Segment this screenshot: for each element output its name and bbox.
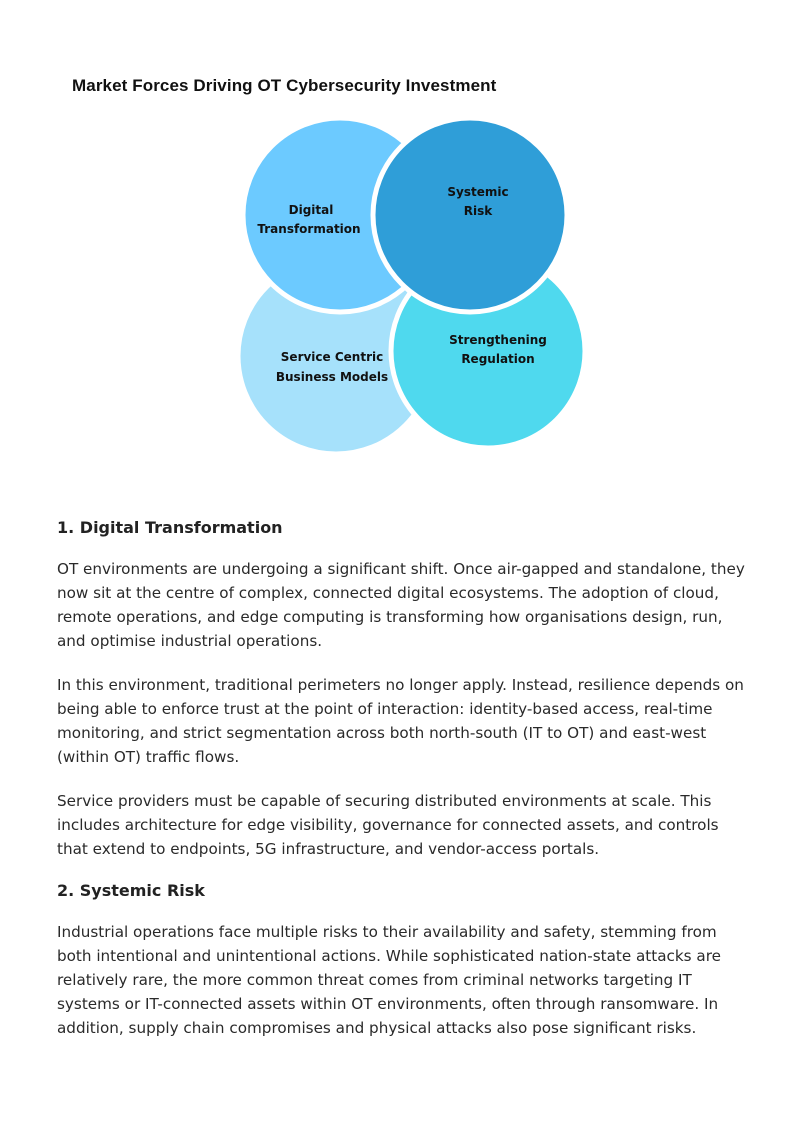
section-heading: 1. Digital Transformation	[57, 518, 283, 537]
section-digital-transformation	[57, 518, 747, 861]
section-heading: 2. Systemic Risk	[57, 881, 205, 900]
paragraph: Industrial operations face multiple risks to their availability and safety, stemming from both intentional and unintentional actions. While sophisticated nation-state attacks are relatively rare, the more common threat comes from criminal networks targeting IT systems or IT-connected assets within OT environments, often through ransomware. In addition, supply chain compromises and physical attacks also pose significant risks.	[57, 923, 721, 1037]
label-service-line2: Business Models	[275, 370, 389, 384]
label-digital-line2: Transformation	[257, 222, 361, 236]
venn-diagram	[0, 0, 800, 470]
market-forces-diagram	[0, 0, 800, 470]
paragraph: In this environment, traditional perimeters no longer apply. Instead, resilience depends on being able to enforce trust at the point of interaction: identity-based access, real-time monitoring, and strict segmentation across both north-south (IT to OT) and east-west (within OT) traffic flows.	[57, 676, 744, 766]
label-regulation-line2: Regulation	[461, 352, 535, 366]
section-systemic-risk	[57, 881, 747, 1040]
label-systemic-line2: Risk	[463, 204, 493, 218]
paragraph: Service providers must be capable of securing distributed environments at scale. This includes architecture for edge visibility, governance for connected assets, and controls that extend to endpoints, 5G infrastructure, and vendor-access portals.	[57, 792, 719, 858]
label-service-line1: Service Centric	[280, 350, 384, 364]
article-body	[57, 518, 747, 1060]
page-title: Market Forces Driving OT Cybersecurity Investment	[72, 76, 497, 95]
label-digital-line1: Digital	[288, 203, 334, 217]
paragraph: OT environments are undergoing a significant shift. Once air-gapped and standalone, they now sit at the centre of complex, connected digital ecosystems. The adoption of cloud, remote operations, and edge computing is transforming how organisations design, run, and optimise industrial operations.	[57, 560, 745, 650]
label-systemic-line1: Systemic	[447, 185, 509, 199]
label-regulation-line1: Strengthening	[449, 333, 547, 347]
